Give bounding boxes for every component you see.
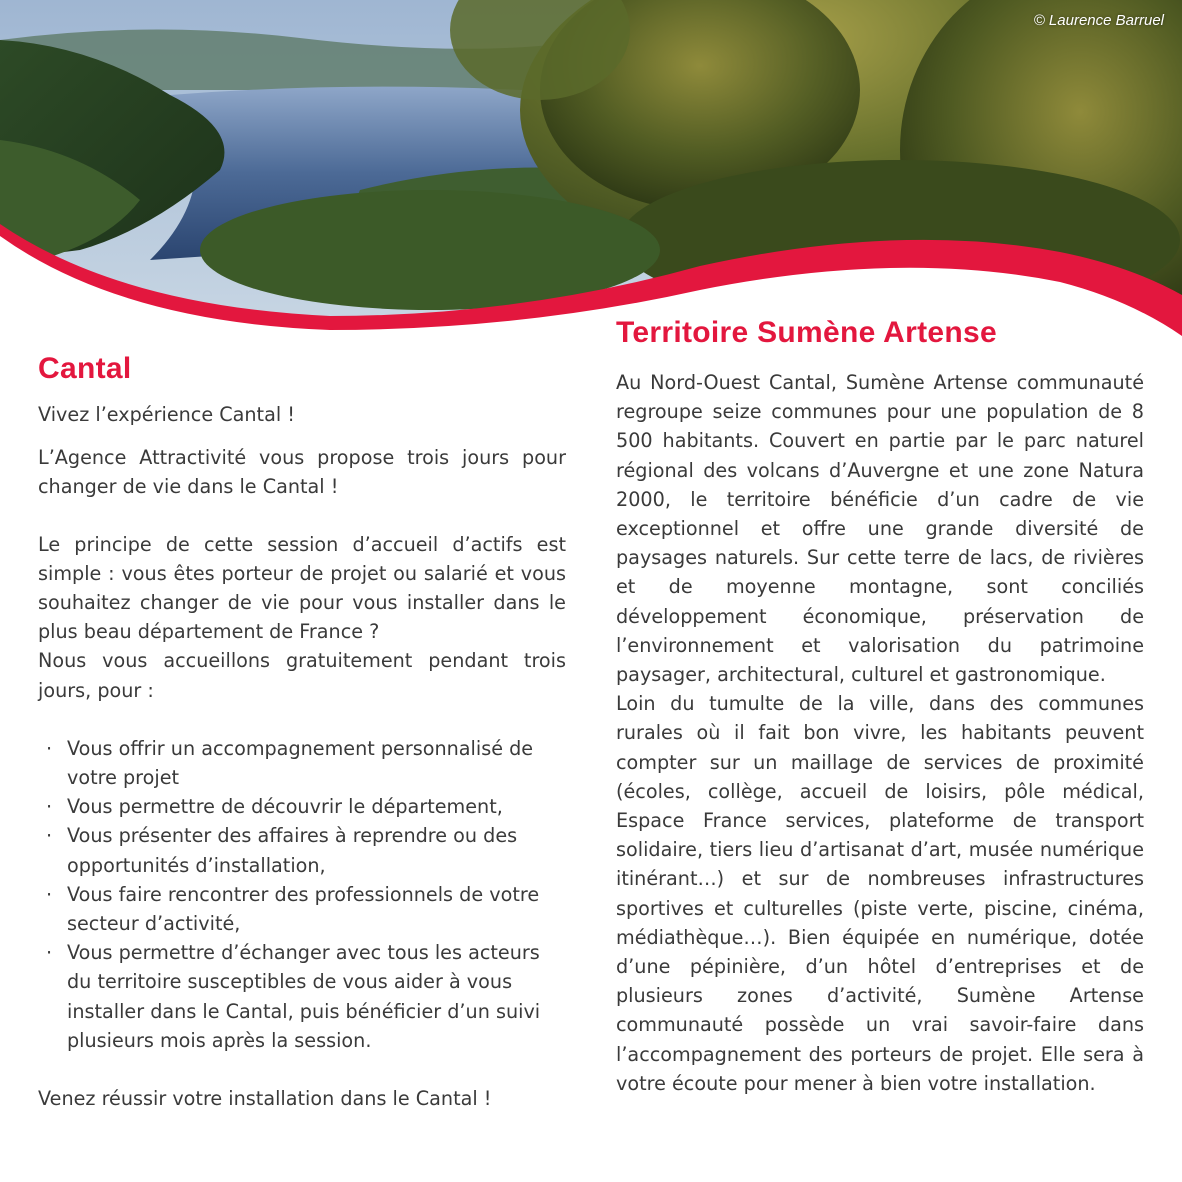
cantal-closing: Venez réussir votre installation dans le Cantal !	[38, 1087, 492, 1111]
list-item: · Vous permettre d’échanger avec tous les acteurs du territoire susceptibles de vous aider à vous installer dans le Cantal, puis bénéficier d’un suivi plusieurs mois après la session.	[38, 938, 566, 1055]
cantal-paragraph-2a: Le principe de cette session d’accueil d’actifs est simple : vous êtes porteur de projet ou salarié et vous souhaitez changer de vie pour vous installer dans le plus beau département de France ?	[38, 532, 566, 644]
cantal-title: Cantal	[38, 352, 132, 385]
sumene-paragraph-2: Loin du tumulte de la ville, dans des communes rurales où il fait bon vivre, les habitants peuvent compter sur un maillage de services de proximité (écoles, collège, accueil de loisirs, pôle médical, Espace France services, plateforme de transport solidaire, tiers lieu d’artisanat d’art, musée numérique itinérant…) et sur de nombreuses infrastructures sportives et culturelles (piste verte, piscine, cinéma, médiathèque…). Bien équipée en numérique, dotée d’une pépinière, d’un hôtel d’entreprises et de plusieurs zones d’activité, Sumène Artense communauté possède un vrai savoir-faire dans l’accompagnement des porteurs de projet. Elle sera à votre écoute pour mener à bien votre installation.	[616, 692, 1144, 1095]
cantal-paragraph-1: L’Agence Attractivité vous propose trois jours pour changer de vie dans le Cantal !	[38, 446, 566, 499]
cantal-intro: Vivez l’expérience Cantal !	[38, 403, 295, 426]
sumene-artense-title: Territoire Sumène Artense	[616, 316, 997, 349]
list-item: · Vous faire rencontrer des professionnels de votre secteur d’activité,	[38, 880, 566, 938]
cantal-column	[38, 352, 566, 1113]
sumene-paragraph-1: Au Nord-Ouest Cantal, Sumène Artense communauté regroupe seize communes pour une population de 8 500 habitants. Couvert en partie par le parc naturel régional des volcans d’Auvergne et une zone Natura 2000, le territoire bénéficie d’un cadre de vie exceptionnel et offre une grande diversité de paysages naturels. Sur cette terre de lacs, de rivières et de moyenne montagne, sont conciliés développement économique, préservation de l’environnement et valorisation du patrimoine paysager, architectural, culturel et gastronomique.	[616, 371, 1144, 687]
list-item: · Vous offrir un accompagnement personnalisé de votre projet	[38, 734, 566, 792]
hero-photo	[0, 0, 1182, 340]
landscape-image	[0, 0, 1182, 340]
cantal-paragraph-2b: Nous vous accueillons gratuitement pendant trois jours, pour :	[38, 649, 566, 702]
list-item: · Vous permettre de découvrir le département,	[38, 792, 566, 821]
list-item: · Vous présenter des affaires à reprendre ou des opportunités d’installation,	[38, 821, 566, 879]
sumene-artense-column	[616, 316, 1144, 1098]
cantal-benefits-list	[38, 734, 566, 1055]
photo-credit: © Laurence Barruel	[1033, 12, 1164, 29]
